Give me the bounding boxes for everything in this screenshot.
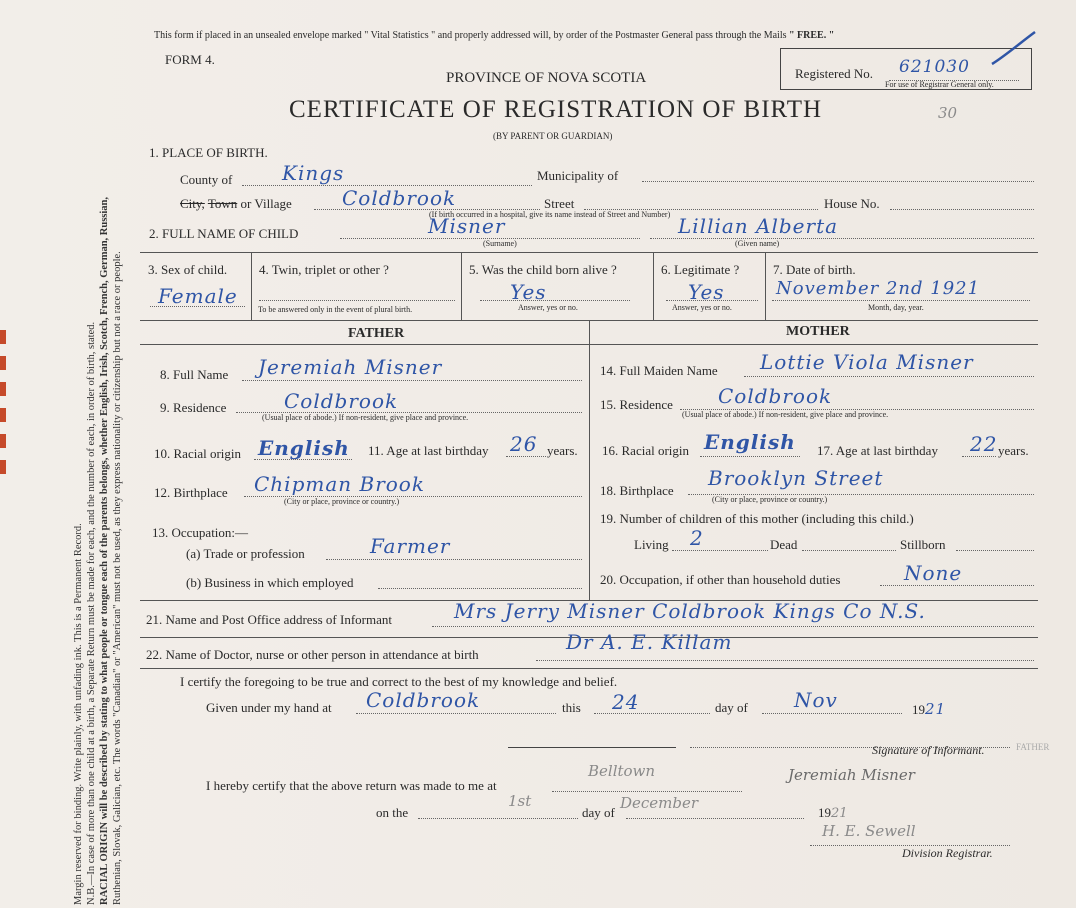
return-year [818,805,848,821]
mother-occupation: None [904,561,963,585]
surname-note: (Surname) [483,239,517,248]
mother-age-label: 17. Age at last birthday [817,443,938,458]
father-age-label: 11. Age at last birthday [368,443,489,458]
side-line-3: RACIAL ORIGIN will be described by stating to what people or tongue each of the parents belongs, whether English, Irish, Scotch, French, German, Russian, [99,196,110,905]
registered-number: 621030 [899,57,970,77]
mother-race: English [704,430,796,454]
certify-day: 24 [612,690,640,714]
house-number-label: House No. [824,196,880,211]
page-subtitle: (BY PARENT OR GUARDIAN) [493,131,613,141]
father-trade-label: (a) Trade or profession [186,546,305,561]
hospital-note: (If birth occurred in a hospital, give its name instead of Street and Number) [429,210,671,219]
father-name: Jeremiah Misner [258,355,443,379]
province-heading: PROVINCE OF NOVA SCOTIA [446,70,647,86]
town-option: Town [207,196,238,211]
living-value: 2 [690,526,704,550]
father-birthplace: Chipman Brook [254,472,425,496]
father-birthplace-label: 12. Birthplace [154,485,228,500]
mother-birthplace-label: 18. Birthplace [600,483,674,498]
side-line-4: Ruthenian, Slovak, Galician, etc. The words "Canadian" or "American" must not be used, as they express nationality or citizenship but not a race or people. [112,251,123,905]
mother-residence-note: (Usual place of abode.) If non-resident, give place and province. [682,410,889,419]
on-the-label: on the [376,805,409,820]
street-label: Street [544,196,575,211]
return-day-of-label: day of [582,805,615,820]
mother-birthplace-note: (City or place, province or country.) [712,495,828,504]
postal-note [154,30,834,41]
mother-residence-label: 15. Residence [600,397,673,412]
side-line-1: Margin reserved for binding. Write plainly, with unfading ink. This is a Permanent Record. [73,523,84,905]
doctor-label: 22. Name of Doctor, nurse or other person in attendance at birth [146,647,479,662]
mother-birthplace: Brooklyn Street [708,466,884,490]
father-years: years. [547,443,578,458]
check-mark-icon [990,28,1040,68]
return-month: December [620,794,699,812]
given-name-note: (Given name) [735,239,780,248]
page-title: CERTIFICATE OF REGISTRATION OF BIRTH [289,96,823,123]
return-text: I hereby certify that the above return was made to me at [206,778,497,793]
alive-label: 5. Was the child born alive ? [469,262,617,277]
registrar-signature: H. E. Sewell [822,822,916,840]
city-option: City, [180,196,205,211]
side-instructions [72,5,124,905]
father-name-label: 8. Full Name [160,367,229,382]
certify-year [912,700,946,718]
child-surname: Misner [428,214,506,238]
mother-years: years. [998,443,1029,458]
signature-informant-label: Signature of Informant. [872,743,985,757]
father-race-label: 10. Racial origin [154,446,242,461]
county-label: County of [180,172,233,187]
day-of-label: day of [715,700,748,715]
division-registrar-label: Division Registrar. [902,846,993,860]
father-residence-label: 9. Residence [160,400,227,415]
return-day: 1st [508,792,532,810]
county-value: Kings [282,161,345,185]
alive-value: Yes [510,280,547,304]
birth-date-note: Month, day, year. [868,303,924,312]
page-mark: 30 [938,104,958,122]
mother-name: Lottie Viola Misner [760,350,974,374]
village-value: Coldbrook [342,186,457,210]
postal-note-text: This form if placed in an unsealed envelope marked " Vital Statistics " and properly addressed will, by order of the Postmaster General pass through the Mails [154,30,787,41]
father-residence-note: (Usual place of abode.) If non-resident, give place and province. [262,413,469,422]
father-business-label: (b) Business in which employed [186,575,354,590]
child-given-name: Lillian Alberta [678,214,839,238]
mother-occupation-label: 20. Occupation, if other than household duties [600,572,841,587]
city-town-village-label [180,196,292,212]
alive-note: Answer, yes or no. [518,303,578,312]
informant-value: Mrs Jerry Misner Coldbrook Kings Co N.S. [454,599,926,623]
registrar-note: For use of Registrar General only. [885,80,994,89]
living-label: Living [634,537,669,552]
twin-note: To be answered only in the event of plural birth. [258,305,413,314]
father-trade: Farmer [370,534,451,558]
stillborn-label: Stillborn [900,537,946,552]
father-occupation-label: 13. Occupation:— [152,525,249,540]
return-year-prefix: 19 [818,805,831,820]
mother-race-label: 16. Racial origin [602,443,690,458]
informant-label: 21. Name and Post Office address of Informant [146,612,392,627]
informant-signature: Jeremiah Misner [788,766,915,784]
twin-label: 4. Twin, triplet or other ? [259,262,389,277]
father-age: 26 [510,432,538,456]
legitimate-label: 6. Legitimate ? [661,262,740,277]
certify-year-prefix: 19 [912,702,925,717]
father-residence: Coldbrook [284,389,399,413]
mother-heading: MOTHER [786,324,850,339]
certify-month: Nov [794,688,838,712]
given-under-label: Given under my hand at [206,700,332,715]
legitimate-value: Yes [688,280,725,304]
municipality-label: Municipality of [537,168,619,183]
return-year-suffix: 21 [831,806,848,821]
sex-value: Female [158,284,238,308]
certify-text: I certify the foregoing to be true and correct to the best of my knowledge and belief. [180,674,618,689]
given-place: Coldbrook [366,688,481,712]
mother-name-label: 14. Full Maiden Name [600,363,718,378]
mother-age: 22 [970,432,998,456]
child-name-label: 2. FULL NAME OF CHILD [149,226,299,241]
village-option: or Village [240,196,292,211]
birth-date-label: 7. Date of birth. [773,262,856,277]
father-heading: FATHER [348,326,405,341]
father-race: English [258,436,350,460]
side-line-2: N.B.—In case of more than one child at a birth, a Separate Return must be made for each, and the number of each, in order of birth, stated. [86,321,97,905]
form-number: FORM 4. [165,52,215,67]
legitimate-note: Answer, yes or no. [672,303,732,312]
children-count-label: 19. Number of children of this mother (including this child.) [600,511,914,526]
this-label: this [562,700,581,715]
registered-label: Registered No. [795,66,873,81]
return-place: Belltown [588,762,656,780]
certify-year-suffix: 21 [925,700,947,718]
sex-label: 3. Sex of child. [148,262,228,277]
postal-free: " FREE. " [789,30,835,41]
mother-residence: Coldbrook [718,384,833,408]
place-of-birth-label: 1. PLACE OF BIRTH. [149,145,268,160]
father-birthplace-note: (City or place, province or country.) [284,497,400,506]
dead-label: Dead [770,537,798,552]
father-stamp: FATHER [1016,742,1050,752]
birth-date-value: November 2nd 1921 [776,278,981,299]
doctor-value: Dr A. E. Killam [566,630,733,654]
